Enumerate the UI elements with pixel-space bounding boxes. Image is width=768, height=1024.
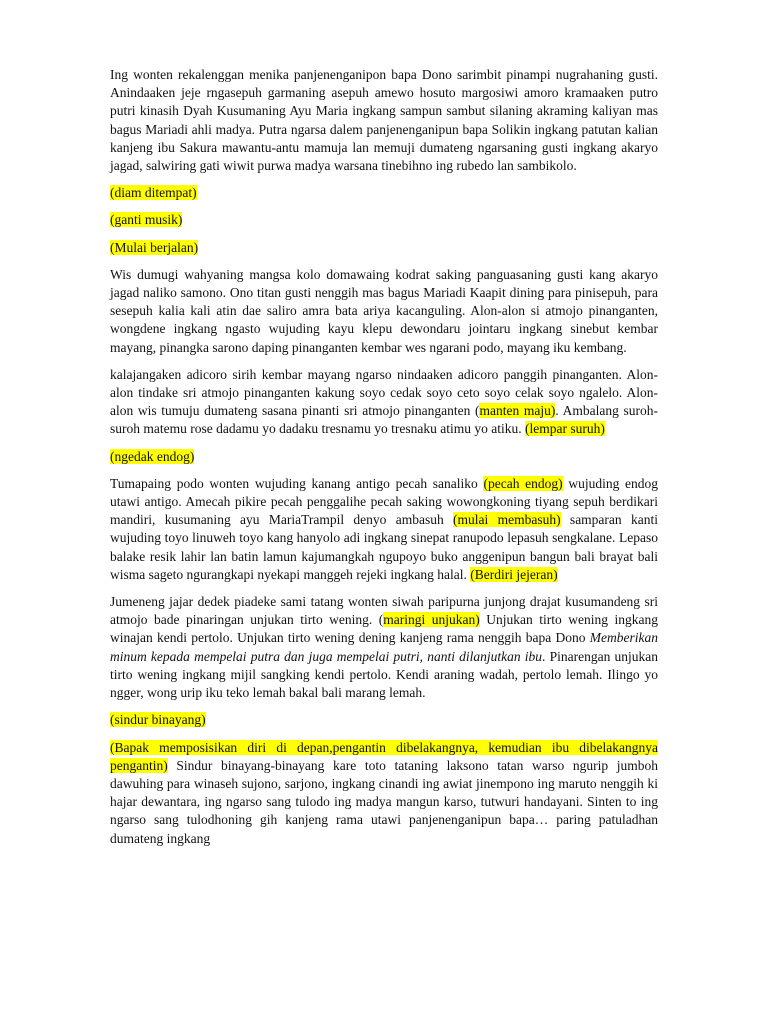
text-run: kalajangaken adicoro sirih kembar mayang ngarso nindaaken adicoro panggih pinanganten. Alon-alon tindake sri atmojo pinanganten kakung soyo cedak soyo ceto soyo celak soyo ngalelo. Alon-alon wis tumuju dumateng sasana pinanti sri atmojo pinanganten ( (110, 366, 658, 419)
text-run: . Pinarengan unjukan tirto wening ingkang mijil sangking kendi pertolo. Kendi araning wadah, pertolo lemah. Ilingo yo ngger, wong urip iku teko lemah bakal bali marang lemah. (110, 648, 658, 701)
highlight: (lempar suruh) (525, 421, 605, 437)
highlight: (diam ditempat) (110, 185, 197, 201)
text-run: wujuding endog utawi antigo. Amecah pikire pecah penggalihe pecah saking wowongkoning tiyang sepuh berdikari mandiri, kusumaning ayu MariaTrampil denyo ambasuh (110, 475, 658, 528)
paragraph-meeting (110, 366, 658, 439)
highlight: (Berdiri jejeran) (470, 566, 558, 582)
stage-direction (110, 448, 658, 466)
text-run: samparan kanti wujuding toyo linuweh toyo kang hanyolo adi ingkang sinepat ranupodo lepasuh sengkalane. Lepaso balake resik lahir lan batin lamun kajumangkah ngupoyo buko anggenipun bangun bali brayat bali wisma sageto ngurangkapi nyekapi manggeh rejeki ingkang halal. (110, 512, 658, 582)
document-page (110, 66, 658, 857)
highlight: maringi unjukan) (383, 612, 480, 628)
paragraph-walking: Wis dumugi wahyaning mangsa kolo domawaing kodrat saking panguasaning gusti kang akaryo jagad naliko samono. Ono titan gusti nenggih mas bagus Mariadi Kaapit dining para pinisepuh, para sesepuh kalia kali atin dae saliro amra bata ariya kacanguling. Alon-alon si atmojo pinanganten, wongdene ingkang ngasto wujuding kayu klepu dewondaru jointaru ingkang sinebut kembar mayang, pinangka sarono daping pinanganten kembar wes ngarani podo, mayang iku kembang. (110, 266, 658, 355)
stage-direction (110, 184, 658, 202)
paragraph-egg (110, 475, 658, 584)
text-run: Sindur binayang-binayang kare toto tataning laksono tatan warso ngurip jumboh dawuhing para winaseh sujono, sarjono, ingkang cinandi ing awiat jinempono ing maruto nenggih ki hajar dewantara, ing ngarso sang tulodo ing madya mangun karso, tutwuri handayani. Sinten to ing ngarso sang tulodhoning gih kanjeng rama utawi panjenenganipun bapa… paring patuladhan dumateng ingkang (110, 757, 658, 846)
stage-direction (110, 711, 658, 729)
highlight: (ngedak endog) (110, 448, 195, 464)
italic-note: Memberikan minum kepada mempelai putra dan juga mempelai putri, nanti dilanjutkan ibu (110, 630, 658, 664)
text-run: . Ambalang suroh-suroh matemu rose dadamu yo dadaku tresnamu yo tresnaku atimu yo atiku. (110, 403, 658, 437)
paragraph-sindur (110, 739, 658, 848)
highlight: (mulai membasuh) (453, 512, 561, 528)
highlight: (sindur binayang) (110, 712, 206, 728)
stage-direction (110, 211, 658, 229)
highlight: manten maju) (479, 403, 556, 419)
highlight: (Bapak memposisikan diri di depan,pengantin dibelakangnya, kemudian ibu dibelakangnya pengantin) (110, 739, 658, 773)
highlight: (Mulai berjalan) (110, 239, 199, 255)
text-run: Unjukan tirto wening ingkang winajan kendi pertolo. Unjukan tirto wening dening kanjeng rama nenggih bapa Dono (110, 612, 658, 646)
paragraph-drink (110, 593, 658, 702)
stage-direction (110, 239, 658, 257)
text-run: Tumapaing podo wonten wujuding kanang antigo pecah sanaliko (110, 475, 484, 491)
text-run: Jumeneng jajar dedek piadeke sami tatang wonten siwah paripurna junjong drajat kusumandeng sri atmojo bade pinaringan unjukan tirto wening. ( (110, 594, 658, 628)
highlight: (pecah endog) (483, 475, 563, 491)
highlight: (ganti musik) (110, 212, 183, 228)
paragraph-opening: Ing wonten rekalenggan menika panjenenganipon bapa Dono sarimbit pinampi nugrahaning gusti. Anindaaken jeje rngasepuh garmaning asepuh amewo hosuto margosiwi amoro kramaaken putro putri kinasih Dyah Kusumaning Ayu Maria ingkang sampun sambut silaning akraming kaliyan mas bagus Mariadi ahli madya. Putra ngarsa dalem panjenenganipun bapa Solikin ingkang patutan kalian kanjeng ibu Sakura mawantu-antu mamuja lan memuji dumateng ngarsaning gusti ingkang akaryo jagad, salwiring gati wiwit purwa madya warsana tinebihno ing rubedo lan sambikolo. (110, 67, 658, 174)
